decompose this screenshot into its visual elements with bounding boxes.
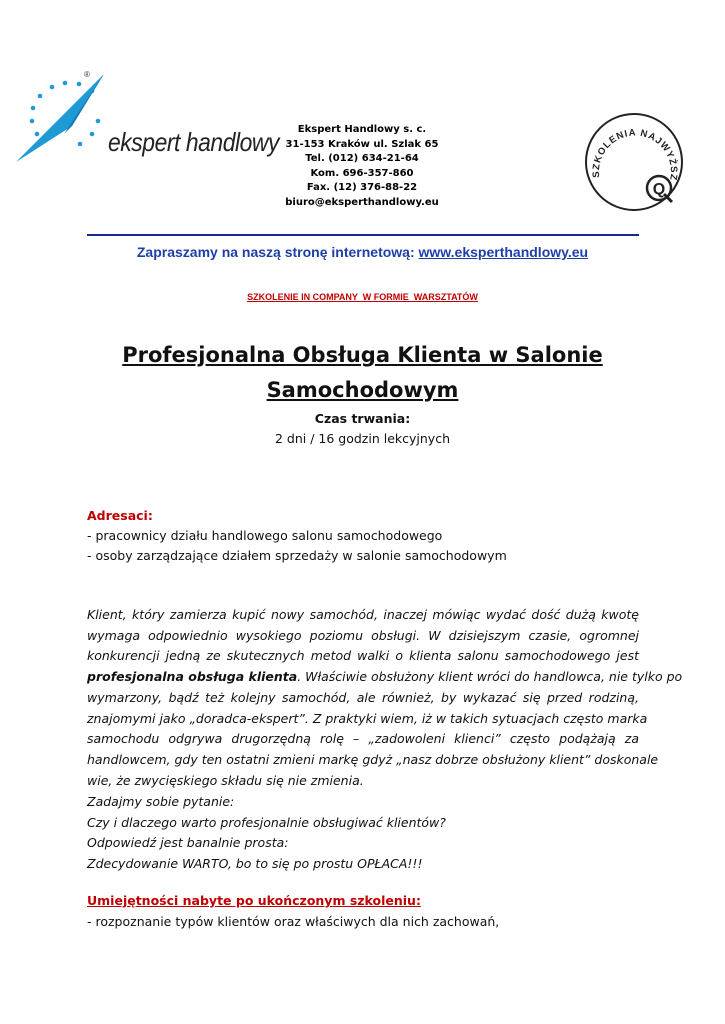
paragraph-line: wymarzony, bądź też kolejny samochód, ale również, by wykazać się przed rodziną, xyxy=(87,689,639,705)
intro-paragraph xyxy=(87,605,683,791)
fax-number: Fax. (12) 376-88-22 xyxy=(306,182,418,194)
header-divider xyxy=(87,234,639,236)
paragraph-line: handlowcem, gdy ten ostatni zmieni markę gdyż „nasz dobrze obsłużony klient” doskonale xyxy=(87,751,659,767)
qa-block xyxy=(87,792,639,875)
paragraph-line: Klient, który zamierza kupić nowy samochód, inaczej mówiąc wydać dość dużą kwotę xyxy=(87,607,639,622)
qa-line: Czy i dlaczego warto profesjonalnie obsługiwać klientów? xyxy=(87,814,446,830)
list-item: - osoby zarządzające działem sprzedaży w salonie samochodowym xyxy=(87,548,507,563)
registered-mark: ® xyxy=(84,70,90,79)
contact-block xyxy=(262,123,462,211)
qa-line: Odpowiedź jest banalnie prosta: xyxy=(87,835,289,851)
paragraph-line: samochodu odgrywa drugorzędną rolę – „zadowoleni klienci” często podążają za xyxy=(87,731,639,747)
paragraph-line: wymaga odpowiednio wysokiego poziomu obsługi. W dzisiejszym czasie, ogromnej xyxy=(87,627,639,643)
svg-text:SZKOLENIA NAJWYŻSZEJ JAKOŚCI xyxy=(582,110,679,182)
skills-heading: Umiejętności nabyte po ukończonym szkoleniu: xyxy=(87,893,421,908)
paragraph-line xyxy=(87,667,683,688)
phone-number: Tel. (012) 634-21-64 xyxy=(305,153,419,165)
website-link[interactable]: www.eksperthandlowy.eu xyxy=(418,244,589,260)
mobile-number: Kom. 696-357-860 xyxy=(310,167,414,179)
title-line-2: Samochodowym xyxy=(266,378,459,402)
brand-name: ekspert handlowy xyxy=(108,127,280,157)
skills-list xyxy=(87,912,499,932)
invite-text: Zapraszamy na naszą stronę internetową: xyxy=(136,244,419,260)
quality-seal-icon xyxy=(582,110,686,214)
seal-letter: Q xyxy=(652,181,666,198)
audience-list xyxy=(87,526,507,566)
qa-line: Zadajmy sobie pytanie: xyxy=(87,794,235,809)
company-address: 31-153 Kraków ul. Szlak 65 xyxy=(285,138,439,150)
list-item: - rozpoznanie typów klientów oraz właściwych dla nich zachowań, xyxy=(87,914,500,929)
paragraph-line: znajomymi jako „doradca-ekspert”. Z praktyki wiem, iż w takich sytuacjach często marka xyxy=(87,710,648,726)
qa-line: Zdecydowanie WARTO, bo to się po prostu OPŁACA!!! xyxy=(87,856,423,872)
paragraph-line: konkurencji jedną ze skutecznych metod walki o klienta salonu samochodowego jest xyxy=(87,648,639,664)
paragraph-line-tail: . Właściwie obsłużony klient wróci do handlowca, nie tylko po xyxy=(297,669,683,685)
page-title xyxy=(0,338,725,408)
quality-seal xyxy=(582,110,686,214)
bold-phrase: profesjonalna obsługa klienta xyxy=(87,669,298,685)
title-line-1: Profesjonalna Obsługa Klienta w Salonie xyxy=(122,343,603,367)
seal-text: SZKOLENIA NAJWYŻSZ xyxy=(590,127,680,182)
paragraph-line: wie, że zwycięskiego składu się nie zmienia. xyxy=(87,772,364,788)
duration-value: 2 dni / 16 godzin lekcyjnych xyxy=(275,431,450,446)
list-item: - pracownicy działu handlowego salonu samochodowego xyxy=(87,528,443,543)
email-address[interactable]: biuro@eksperthandlowy.eu xyxy=(285,196,439,208)
training-form-label: SZKOLENIE IN COMPANY W FORMIE WARSZTATÓW xyxy=(247,292,478,302)
audience-heading: Adresaci: xyxy=(87,508,153,523)
company-name: Ekspert Handlowy s. c. xyxy=(297,124,427,135)
duration-label: Czas trwania: xyxy=(314,411,411,426)
website-invite xyxy=(0,244,725,260)
